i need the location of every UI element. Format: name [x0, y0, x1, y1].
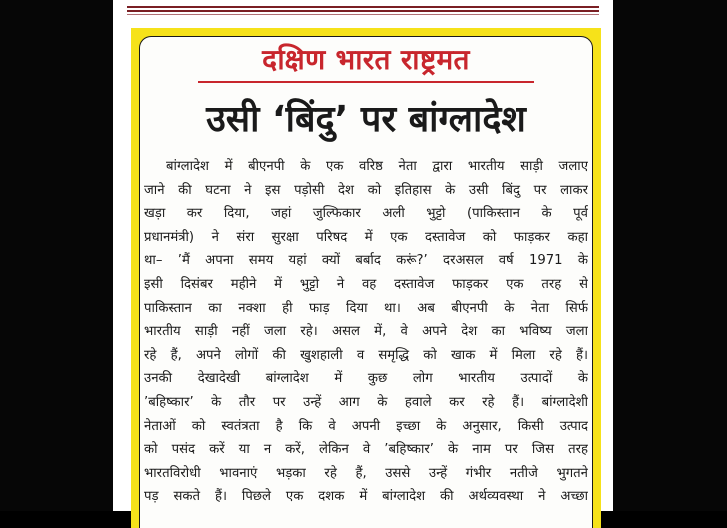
- top-rule-second: [127, 10, 599, 12]
- top-rule: [127, 6, 599, 8]
- article-line: भारतीय साड़ी नहीं जला रहे। असल में, वे अपने देश का भविष्य जला: [144, 324, 588, 340]
- article-line: इसी दिसंबर महीने में भुट्टो ने वह दस्तावेज फाड़कर एक तरह से: [144, 276, 588, 292]
- article-line: नेताओं को स्वतंत्रता है कि वे अपनी इच्छा के अनुसार, किसी उत्पाद: [144, 418, 588, 434]
- editorial-card: [139, 36, 593, 528]
- article-line: को पसंद करें या न करें, लेकिन वे ’बहिष्कार’ के नाम पर जिस तरह: [144, 442, 588, 458]
- article-line: था– ’मैं अपना समय यहां क्यों बर्बाद करूं?’ दरअसल वर्ष 1971 के: [144, 253, 588, 269]
- headline: उसी ‘बिंदु’ पर बांग्लादेश: [206, 99, 526, 140]
- masthead: दक्षिण भारत राष्ट्रमत: [262, 43, 470, 76]
- article-line: खड़ा कर दिया, जहां जुल्फिकार अली भुट्टो (पाकिस्तान के पूर्व: [144, 206, 588, 222]
- article-line: ’बहिष्कार’ के तौर पर उन्हें आग के हवाले कर रहे हैं। बांग्लादेशी: [144, 394, 588, 410]
- left-background: [0, 0, 113, 511]
- article-body: [144, 155, 588, 509]
- newspaper-page: [113, 0, 613, 511]
- masthead-underline: [198, 81, 534, 83]
- right-background: [613, 0, 727, 511]
- editorial-frame: [131, 28, 601, 528]
- article-line: बांग्लादेश में बीएनपी के एक वरिष्ठ नेता द्वारा भारतीय साड़ी जलाए: [166, 159, 588, 174]
- article-line: प्रधानमंत्री) ने संरा सुरक्षा परिषद में एक दस्तावेज को फाड़कर कहा: [144, 229, 588, 245]
- article-line: जाने की घटना ने इस पड़ोसी देश को इतिहास के उसी बिंदु पर लाकर: [144, 182, 588, 198]
- article-line: उनकी देखादेखी बांग्लादेश में कुछ लोग भारतीय उत्पादों के: [144, 371, 588, 387]
- article-line: पड़ सकते हैं। पिछले एक दशक में बांग्लादेश की अर्थव्यवस्था ने अच्छा: [144, 489, 588, 505]
- top-rule-thin: [127, 14, 599, 15]
- article-line: रहे हैं, अपने लोगों की खुशहाली व समृद्धि को खाक में मिला रहे हैं।: [144, 347, 588, 363]
- article-line: भारतविरोधी भावनाएं भड़का रहे हैं, उससे उन्हें गंभीर नतीजे भुगतने: [144, 465, 588, 481]
- article-line: पाकिस्तान का नक्शा ही फाड़ दिया था। अब बीएनपी के नेता सिर्फ: [144, 300, 588, 316]
